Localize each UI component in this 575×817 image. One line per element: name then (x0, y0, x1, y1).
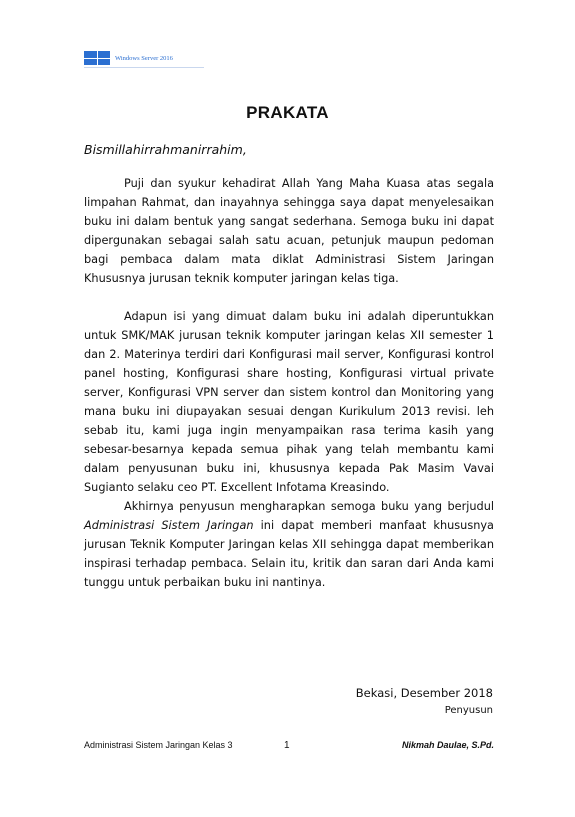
signature-block (356, 684, 493, 720)
footer-book-title: Administrasi Sistem Jaringan Kelas 3 (84, 740, 233, 750)
header (84, 50, 173, 66)
paragraph-3-start: Akhirnya penyusun mengharapkan semoga buku yang berjudul (124, 500, 494, 513)
greeting: Bismillahirrahmanirrahim, (84, 142, 247, 157)
header-divider (84, 67, 204, 68)
header-brand: Windows Server 2016 (115, 54, 173, 62)
author-role: Penyusun (444, 705, 493, 716)
paragraph-2: Adapun isi yang dimuat dalam buku ini adalah diperuntukkan untuk SMK/MAK jurusan teknik komputer jaringan kelas XII semester 1 dan 2. Materinya terdiri dari Konfigurasi mail server, Konfigurasi kontrol panel hosting, Konfigurasi share hosting, Konfigurasi virtual private server, Konfigurasi VPN server dan sistem kontrol dan Monitoring yang mana buku ini diupayakan sesuai dengan Kurikulum 2013 revisi. leh sebab itu, kami juga ingin menyampaikan rasa terima kasih yang sebesar-besarnya kepada semua pihak yang telah membantu kami dalam penyusunan buku ini, khususnya kepada Pak Masim Vavai Sugianto selaku ceo PT. Excellent Infotama Kreasindo. (84, 310, 494, 494)
paragraph-3 (84, 497, 494, 592)
body-text (84, 174, 494, 592)
footer-author: Nikmah Daulae, S.Pd. (401, 740, 494, 750)
windows-logo-icon (84, 51, 110, 65)
paragraph-3-end: ini dapat memberi manfaat khususnya jurusan Teknik Komputer Jaringan kelas XII sehingga dapat memberikan inspirasi terhadap pembaca. Selain itu, kritik dan saran dari Anda kami tunggu untuk perbaikan buku ini nantinya. (84, 519, 494, 589)
place-date: Bekasi, Desember 2018 (355, 686, 493, 700)
page-number: 1 (284, 740, 290, 751)
page-title: PRAKATA (246, 103, 329, 122)
book-title-italic: Administrasi Sistem Jaringan (84, 519, 254, 532)
paragraph-1: Puji dan syukur kehadirat Allah Yang Maha Kuasa atas segala limpahan Rahmat, dan inayahnya sehingga saya dapat menyelesaikan buku ini dalam bentuk yang sangat sederhana. Semoga buku ini dapat dipergunakan sebagai salah satu acuan, petunjuk maupun pedoman bagi pembaca dalam mata diklat Administrasi Sistem Jaringan Khususnya jurusan teknik komputer jaringan kelas tiga. (84, 177, 494, 285)
